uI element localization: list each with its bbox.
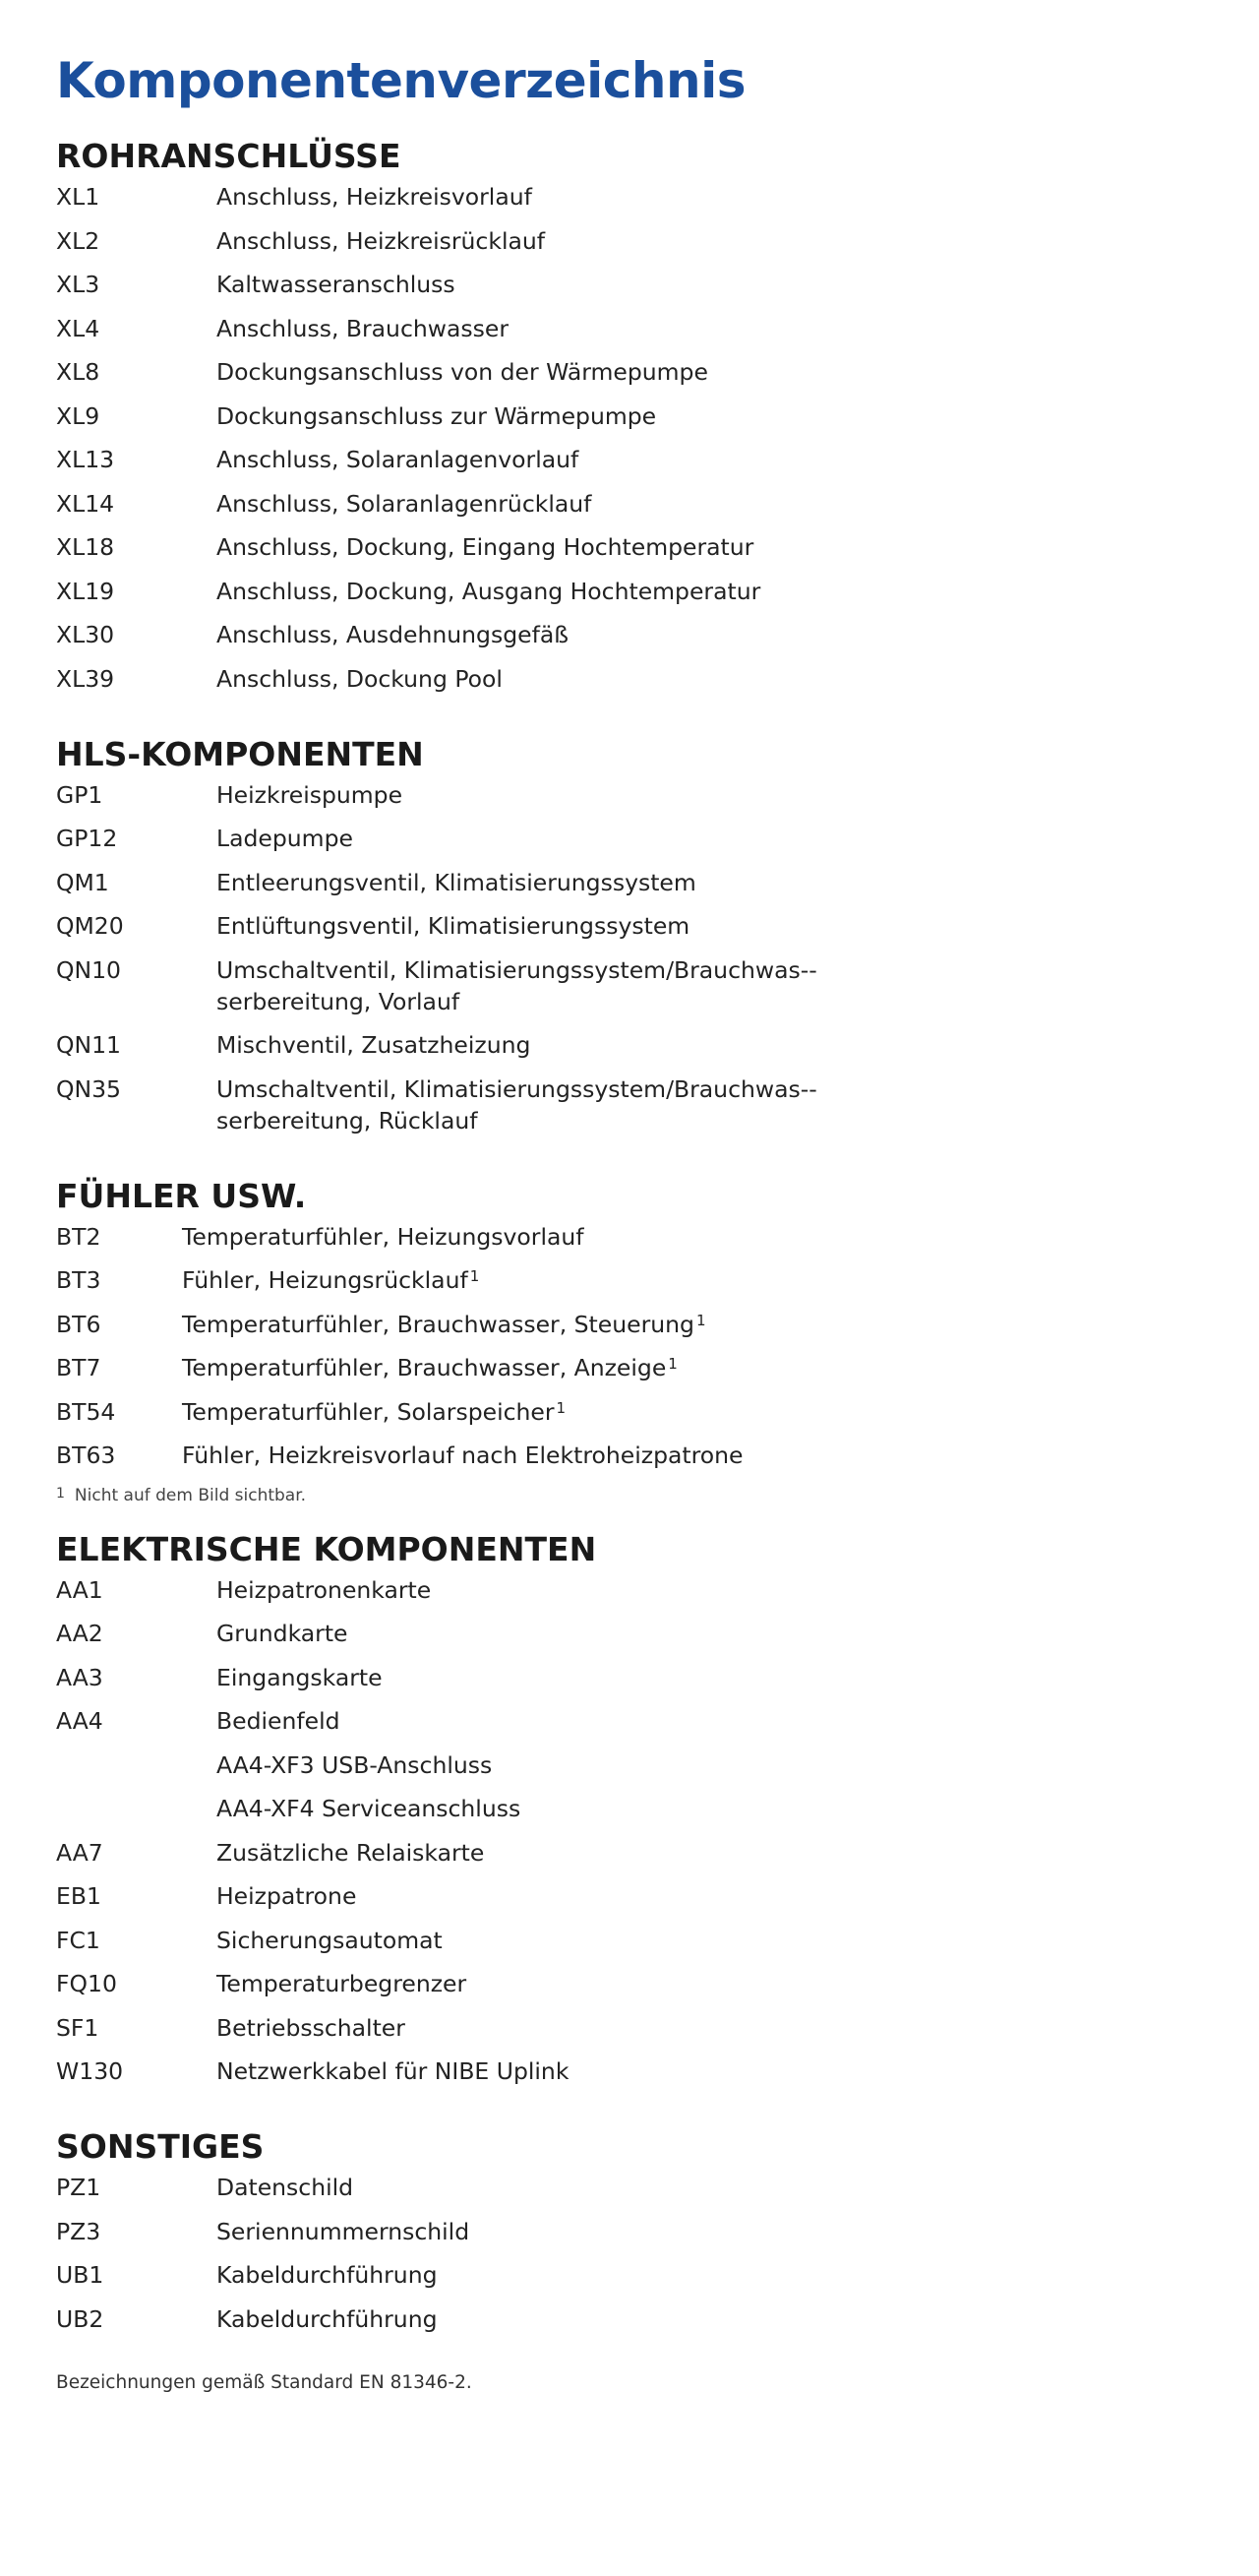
- component-description: Entleerungsventil, Klimatisierungssystem: [216, 868, 696, 896]
- list-item: [56, 444, 1217, 475]
- list-item: [56, 1352, 1217, 1383]
- list-item: [56, 1837, 1217, 1869]
- list-item: [56, 779, 1217, 811]
- component-description: Anschluss, Dockung Pool: [216, 664, 503, 693]
- component-code: BT2: [56, 1222, 101, 1251]
- section-sensors: [56, 1176, 1217, 1507]
- component-code: QM1: [56, 868, 109, 896]
- component-code: FQ10: [56, 1970, 117, 1997]
- component-description: Anschluss, Dockung, Ausgang Hochtemperatur: [216, 577, 761, 605]
- component-description: Kaltwasseranschluss: [216, 271, 455, 298]
- list-item: [56, 225, 1217, 257]
- component-code: XL14: [56, 489, 115, 518]
- component-description: Grundkarte: [216, 1620, 348, 1647]
- list-item: [56, 1618, 1217, 1649]
- component-description: Betriebsschalter: [216, 2013, 405, 2042]
- list-item: [56, 1440, 1217, 1471]
- component-code: XL9: [56, 401, 100, 430]
- section-miscellaneous: [56, 2126, 1217, 2335]
- component-code: BT6: [56, 1310, 101, 1338]
- list-item: [56, 2172, 1217, 2203]
- component-description: Temperaturfühler, Brauchwasser, Steuerung: [182, 1310, 694, 1338]
- component-code: QN11: [56, 1031, 121, 1059]
- list-item: [56, 400, 1217, 432]
- component-code: AA3: [56, 1663, 103, 1691]
- list-item: [56, 910, 1217, 942]
- component-code: SF1: [56, 2013, 99, 2042]
- component-code: XL30: [56, 621, 115, 648]
- component-code: BT54: [56, 1397, 116, 1426]
- document-page: [56, 51, 1217, 2396]
- component-description: AA4-XF4 Serviceanschluss: [216, 1795, 521, 1822]
- list-item: [56, 663, 1217, 695]
- component-description: Anschluss, Dockung, Eingang Hochtemperatur: [216, 533, 754, 561]
- list-item: [56, 867, 1217, 898]
- component-description: Dockungsanschluss von der Wärmepumpe: [216, 358, 708, 386]
- component-description: Heizkreispumpe: [216, 780, 403, 809]
- component-code: PZ3: [56, 2217, 101, 2245]
- component-description: Eingangskarte: [216, 1663, 383, 1691]
- standard-note: Bezeichnungen gemäß Standard EN 81346-2.: [56, 2371, 472, 2393]
- component-description: Dockungsanschluss zur Wärmepumpe: [216, 401, 657, 430]
- list-item: [56, 356, 1217, 388]
- component-code: QM20: [56, 912, 124, 940]
- component-description: Heizpatronenkarte: [216, 1575, 432, 1604]
- component-code: XL3: [56, 271, 100, 298]
- component-code: BT7: [56, 1354, 101, 1381]
- component-description: Ladepumpe: [216, 825, 353, 852]
- list-item: [56, 1396, 1217, 1428]
- footnote-mark: 1: [556, 1398, 567, 1417]
- component-description-wrap: [182, 1440, 851, 1471]
- component-description: Bedienfeld: [216, 1707, 340, 1735]
- section-electrical-components: [56, 1529, 1217, 2088]
- component-code: AA4: [56, 1707, 103, 1735]
- component-code: XL8: [56, 358, 100, 386]
- list-item: [56, 1029, 1217, 1061]
- component-description: Zusätzliche Relaiskarte: [216, 1838, 485, 1867]
- footnote-mark: 1: [668, 1355, 678, 1373]
- component-description: Temperaturfühler, Brauchwasser, Anzeige: [182, 1354, 667, 1381]
- section-title: ROHRANSCHLÜSSE: [56, 137, 401, 175]
- component-description: Sicherungsautomat: [216, 1926, 443, 1954]
- section-title: SONSTIGES: [56, 2127, 265, 2166]
- component-description: Heizpatrone: [216, 1882, 357, 1910]
- component-code: XL18: [56, 533, 115, 561]
- list-item: [56, 2259, 1217, 2291]
- footnote-number: 1: [56, 1485, 65, 1502]
- component-code: GP1: [56, 780, 103, 809]
- list-item: [56, 576, 1217, 607]
- list-item: [56, 1662, 1217, 1693]
- list-item: [56, 181, 1217, 213]
- component-code: BT3: [56, 1266, 101, 1294]
- component-description: Netzwerkkabel für NIBE Uplink: [216, 2057, 570, 2085]
- component-description-wrap: [182, 1309, 851, 1340]
- list-item: [56, 269, 1217, 300]
- list-item: [56, 1264, 1217, 1296]
- list-item: [56, 954, 1217, 1017]
- component-description: Temperaturbegrenzer: [216, 1970, 467, 1997]
- list-item: [56, 1968, 1217, 1999]
- list-item: [56, 531, 1217, 563]
- component-code: GP12: [56, 825, 118, 852]
- list-item: [56, 2303, 1217, 2335]
- component-code: EB1: [56, 1882, 101, 1910]
- component-code: PZ1: [56, 2174, 101, 2201]
- component-code: QN10: [56, 955, 121, 984]
- component-code: XL1: [56, 183, 100, 211]
- component-description: Umschaltventil, Klimatisierungssystem/Brauchwas-serbereitung, Vorlauf: [216, 955, 817, 1015]
- list-item: [56, 619, 1217, 650]
- page-title: Komponentenverzeichnis: [56, 52, 747, 109]
- component-description: Anschluss, Brauchwasser: [216, 314, 509, 342]
- component-code: AA7: [56, 1838, 103, 1867]
- list-item: [56, 1793, 1217, 1824]
- component-code: XL2: [56, 226, 100, 255]
- component-description: Anschluss, Solaranlagenrücklauf: [216, 489, 592, 518]
- component-code: FC1: [56, 1926, 100, 1954]
- list-item: [56, 2216, 1217, 2247]
- component-description: Temperaturfühler, Solarspeicher: [182, 1397, 555, 1426]
- component-code: XL39: [56, 664, 115, 693]
- section-title: FÜHLER USW.: [56, 1176, 307, 1215]
- component-description-wrap: [182, 1396, 851, 1428]
- list-item: [56, 1574, 1217, 1606]
- list-item: [56, 1221, 1217, 1253]
- component-code: XL4: [56, 314, 100, 342]
- list-item: [56, 2055, 1217, 2087]
- component-description: Anschluss, Ausdehnungsgefäß: [216, 621, 570, 648]
- list-item: [56, 1925, 1217, 1956]
- footnote-text: Nicht auf dem Bild sichtbar.: [74, 1485, 307, 1505]
- component-code: XL19: [56, 577, 115, 605]
- list-item: [56, 1749, 1217, 1781]
- component-description: Seriennummernschild: [216, 2217, 470, 2245]
- component-code: AA1: [56, 1575, 103, 1604]
- component-code: W130: [56, 2057, 124, 2085]
- list-item: [56, 2012, 1217, 2044]
- footnote: [56, 1484, 1217, 1507]
- component-description: Anschluss, Heizkreisvorlauf: [216, 183, 532, 211]
- component-description: Anschluss, Solaranlagenvorlauf: [216, 446, 579, 473]
- list-item: [56, 488, 1217, 520]
- list-item: [56, 1309, 1217, 1340]
- list-item: [56, 1705, 1217, 1737]
- component-description: Umschaltventil, Klimatisierungssystem/Brauchwas-serbereitung, Rücklauf: [216, 1074, 817, 1135]
- component-description-wrap: [182, 1221, 851, 1253]
- list-item: [56, 1073, 1217, 1136]
- component-description: Mischventil, Zusatzheizung: [216, 1031, 531, 1059]
- list-item: [56, 1880, 1217, 1912]
- component-description-wrap: [182, 1264, 851, 1296]
- section-hvac-components: [56, 734, 1217, 1136]
- component-description: Kabeldurchführung: [216, 2261, 438, 2289]
- list-item: [56, 313, 1217, 344]
- component-code: QN35: [56, 1074, 121, 1103]
- component-code: AA2: [56, 1620, 103, 1647]
- component-code: BT63: [56, 1441, 116, 1469]
- footnote-mark: 1: [469, 1267, 480, 1285]
- component-description: Fühler, Heizungsrücklauf: [182, 1266, 468, 1294]
- component-code: UB2: [56, 2304, 104, 2333]
- component-description: Datenschild: [216, 2174, 354, 2201]
- footnote-mark: 1: [695, 1311, 706, 1329]
- component-code: UB1: [56, 2261, 104, 2289]
- component-description: Fühler, Heizkreisvorlauf nach Elektroheizpatrone: [182, 1441, 744, 1469]
- component-code: XL13: [56, 446, 115, 473]
- section-pipe-connections: [56, 136, 1217, 695]
- component-description: AA4-XF3 USB-Anschluss: [216, 1750, 493, 1779]
- component-description: Anschluss, Heizkreisrücklauf: [216, 226, 546, 255]
- section-title: HLS-KOMPONENTEN: [56, 734, 424, 773]
- component-description-wrap: [182, 1352, 851, 1383]
- section-title: ELEKTRISCHE KOMPONENTEN: [56, 1529, 597, 1568]
- list-item: [56, 823, 1217, 854]
- component-description: Entlüftungsventil, Klimatisierungssystem: [216, 912, 690, 940]
- component-description: Temperaturfühler, Heizungsvorlauf: [182, 1222, 584, 1251]
- component-description: Kabeldurchführung: [216, 2304, 438, 2333]
